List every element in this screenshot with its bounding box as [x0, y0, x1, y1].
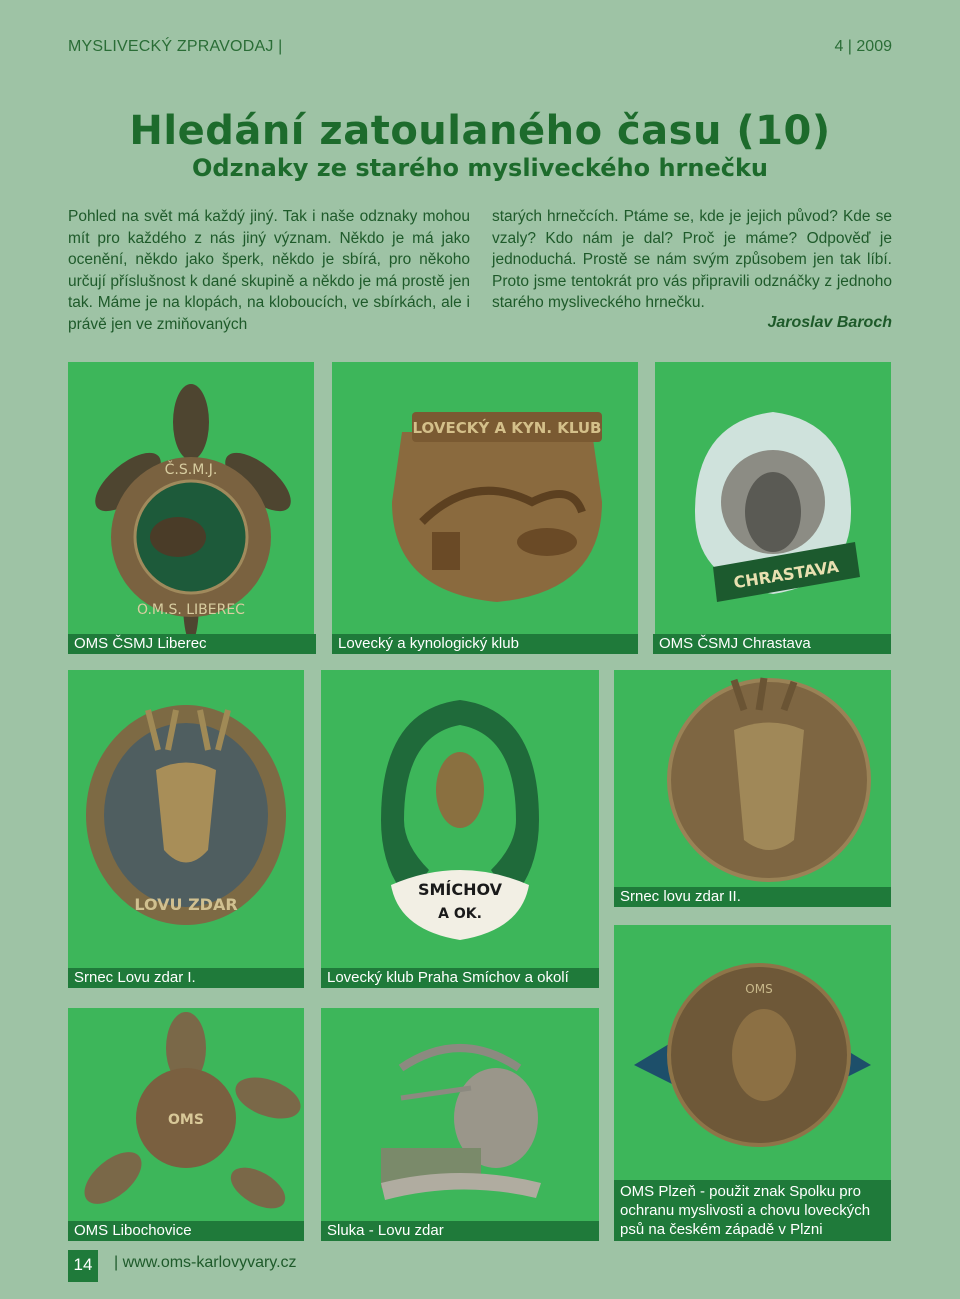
badge-liberec-icon: [68, 362, 314, 654]
svg-text:OMS: OMS: [745, 982, 773, 996]
caption-sluka: Sluka - Lovu zdar: [321, 1221, 599, 1241]
badge-smichov-icon: [321, 670, 599, 988]
badge-photo-srnec-1: [68, 670, 304, 988]
svg-text:OMS: OMS: [168, 1112, 204, 1128]
badge-photo-libochovice: [68, 1008, 304, 1240]
caption-chrastava: OMS ČSMJ Chrastava: [653, 634, 891, 654]
caption-libochovice: OMS Libochovice: [68, 1221, 304, 1241]
intro-text-left: Pohled na svět má každý jiný. Tak i naše odznaky mohou mít pro každého z nás jiný význam. Někdo je má jako ocenění, někdo jako šperk, někdo je sbírá, pro někoho určují příslušnost k dané skupině a někdo je má prostě jen tak. Máme je na klopách, na kloboucích, ve sbírkách, ale i právě jen ve zmiňovaných: [68, 208, 470, 333]
badge-photo-srnec-2: [614, 670, 891, 906]
caption-srnec-2: Srnec lovu zdar II.: [614, 887, 891, 907]
badge-chrastava-icon: [655, 362, 891, 654]
magazine-header: MYSLIVECKÝ ZPRAVODAJ |: [68, 38, 283, 55]
svg-text:LOVU ZDAR: LOVU ZDAR: [134, 895, 238, 914]
footer-url-link[interactable]: | www.oms-karlovyvary.cz: [114, 1254, 297, 1271]
caption-kynologicky: Lovecký a kynologický klub: [332, 634, 638, 654]
article-subtitle: Odznaky ze starého mysliveckého hrnečku: [191, 154, 768, 182]
badge-srnec-1-icon: [68, 670, 304, 988]
badge-photo-smichov: [321, 670, 599, 988]
badge-photo-kynologicky: [332, 362, 638, 654]
badge-photo-chrastava: [655, 362, 891, 654]
svg-text:SMÍCHOV: SMÍCHOV: [417, 880, 503, 899]
svg-text:A OK.: A OK.: [438, 906, 482, 922]
svg-text:LOVECKÝ A KYN. KLUB: LOVECKÝ A KYN. KLUB: [412, 419, 602, 437]
badge-photo-liberec: [68, 362, 314, 654]
caption-liberec: OMS ČSMJ Liberec: [68, 634, 316, 654]
author-name: Jaroslav Baroch: [767, 314, 892, 331]
page-number: 14: [68, 1250, 98, 1282]
svg-text:Č.S.M.J.: Č.S.M.J.: [164, 462, 218, 478]
issue-number: 4 | 2009: [834, 38, 892, 55]
badge-photo-sluka: [321, 1008, 599, 1240]
svg-text:CHRASTAVA: CHRASTAVA: [732, 556, 840, 593]
badge-kynologicky-icon: [332, 362, 638, 654]
caption-srnec-1: Srnec Lovu zdar I.: [68, 968, 304, 988]
badge-sluka-icon: [321, 1008, 599, 1240]
article-title: Hledání zatoulaného času (10): [129, 108, 831, 154]
badge-srnec-2-icon: [614, 670, 891, 906]
intro-text-right: starých hrnečcích. Ptáme se, kde je jejich původ? Kde se vzaly? Kdo nám je dal? Proč je máme? Odpověď je jednoduchá. Prostě se nám svým způsobem jen tak líbí. Proto jsme tentokrát pro vás připravili odznáčky z jednoho starého mysliveckého hrnečku.: [492, 208, 892, 312]
badge-libochovice-icon: [68, 1008, 304, 1240]
caption-plzen: OMS Plzeň - použit znak Spolku pro ochranu myslivosti a chovu loveckých psů na českém západě v Plzni: [614, 1180, 891, 1241]
caption-smichov: Lovecký klub Praha Smíchov a okolí: [321, 968, 599, 988]
svg-text:O.M.S. LIBEREC: O.M.S. LIBEREC: [137, 602, 245, 618]
